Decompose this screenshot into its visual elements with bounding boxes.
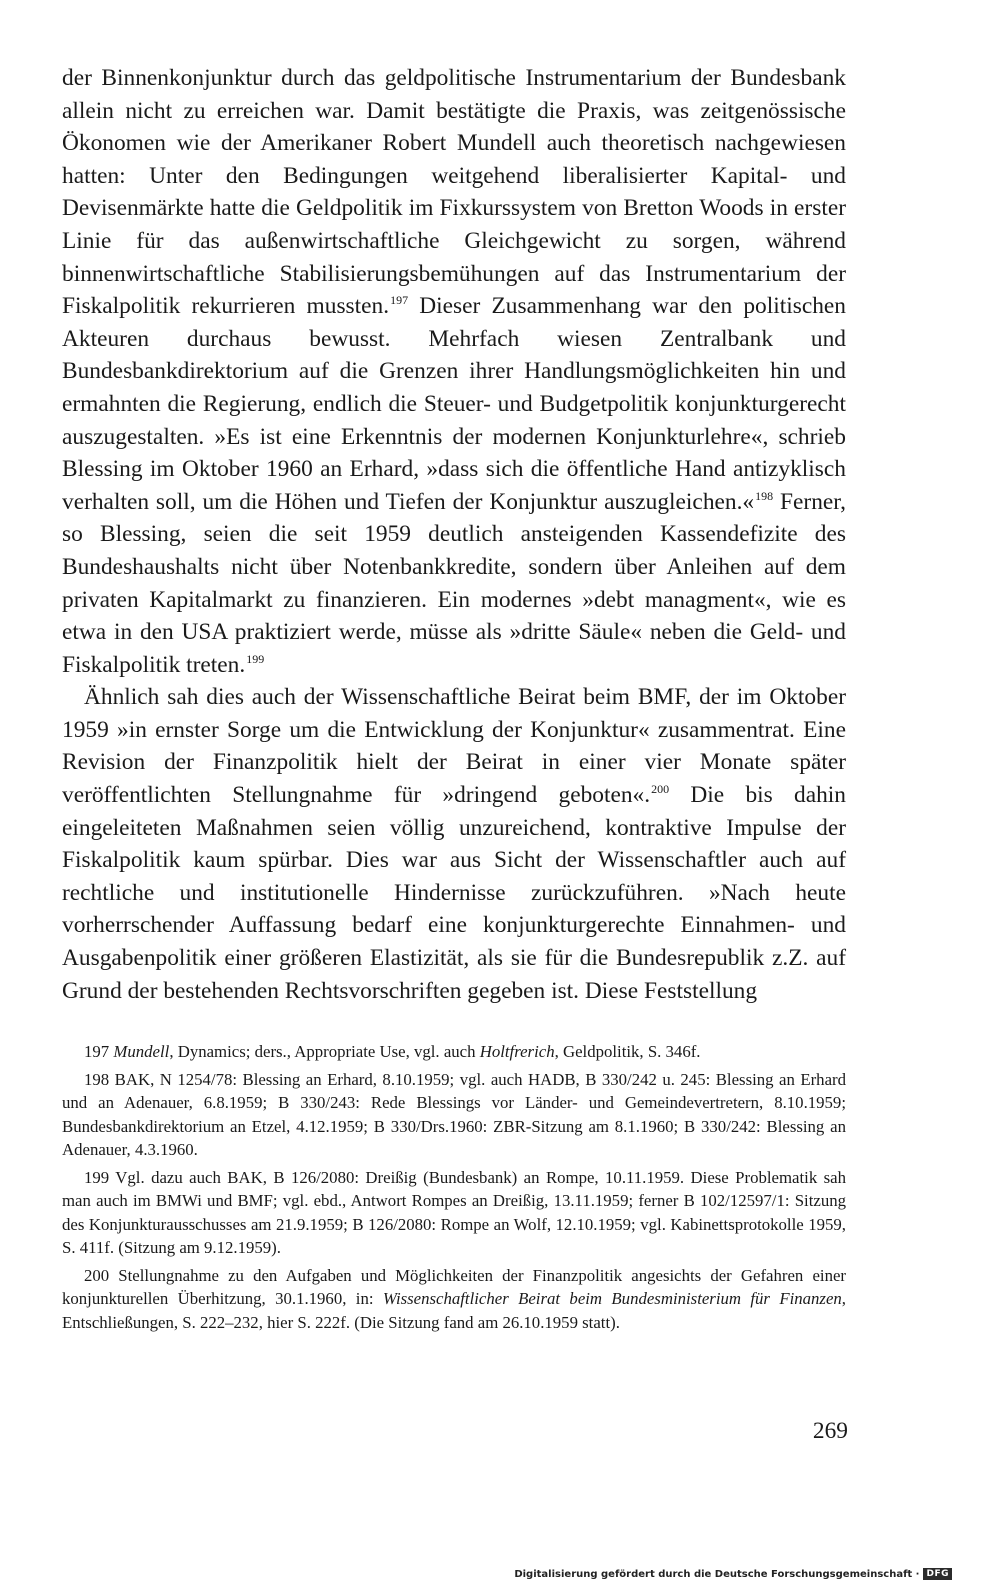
paragraph-2 [62, 681, 846, 1007]
digitization-note: Digitalisierung gefördert durch die Deutsche Forschungsgemeinschaft · [514, 1568, 920, 1580]
paragraph-2-text-a: Ähnlich sah dies auch der Wissenschaftliche Beirat beim BMF, der im Oktober 1959 »in ernster Sorge um die Entwicklung der Konjunktur« zusammentrat. Eine Revision der Finanzpolitik hielt der Beirat in einer vier Monate später veröffentlichten Stellungnahme für »dringend geboten«. [62, 684, 846, 809]
footnote-200 [62, 1264, 846, 1335]
paragraph-2-text-b: Die bis dahin eingeleiteten Maßnahmen seien völlig unzureichend, kontraktive Impulse der Fiskalpolitik kaum spürbar. Dies war aus Sicht der Wissenschaftler auch auf rechtliche und institutionelle Hindernisse zurückzuführen. »Nach heute vorherrschender Auffassung bedarf eine konjunkturgerechte Einnahmen- und Ausgabenpolitik einer größeren Elastizität, als sie für die Bundesrepublik z.Z. auf Grund der bestehenden Rechtsvorschriften gegeben ist. Diese Feststellung [62, 782, 846, 1004]
footnote-198: 198 BAK, N 1254/78: Blessing an Erhard, 8.10.1959; vgl. auch HADB, B 330/242 u. 245: Blessing an Erhard und an Adenauer, 6.8.1959; B 330/243: Rede Blessings vor Länder- und Gemeindevertretern, 8.10.1959; Bundesbankdirektorium an Etzel, 4.12.1959; B 330/Drs.1960: ZBR-Sitzung am 8.1.1960; B 330/242: Blessing an Adenauer, 4.3.1960. [62, 1069, 846, 1159]
page-number: 269 [812, 1418, 848, 1444]
footnote-197-number: 197 [84, 1042, 114, 1061]
paragraph-1-text-a: der Binnenkonjunktur durch das geldpolitische Instrumentarium der Bundesbank allein nicht zu erreichen war. Damit bestätigte die Praxis, was zeitgenössische Ökonomen wie der Amerikaner Robert Mundell auch theoretisch nachgewiesen hatten: Unter den Bedingungen weitgehend liberalisierter Kapital- und Devisenmärkte hatte die Geldpolitik im Fixkurssystem von Bretton Woods in erster Linie für das außenwirtschaftliche Gleichgewicht zu sorgen, während binnenwirtschaftliche Stabilisierungsbemühungen auf das Instrumentarium der Fiskalpolitik rekurrieren mussten. [62, 65, 846, 320]
footnote-ref-200: 200 [651, 782, 670, 797]
footnote-197-text-end: , Geldpolitik, S. 346f. [554, 1042, 701, 1061]
footnote-ref-199: 199 [246, 651, 265, 666]
footnote-200-text: 200 Stellungnahme zu den Aufgaben und Möglichkeiten der Finanzpolitik angesichts der Gefahren einer konjunkturellen Überhitzung, 30.1.1960, in: [62, 1265, 846, 1308]
digitization-footer [514, 1568, 952, 1580]
paragraph-1-text-c: Ferner, so Blessing, seien die seit 1959 deutlich ansteigenden Kassendefizite des Bundeshaushalts nicht über Notenbankkredite, sondern über Anleihen auf dem privaten Kapitalmarkt zu finanzieren. Ein modernes »debt managment«, wie es etwa in den USA praktiziert werde, müsse als »dritte Säule« neben die Geld- und Fiskalpolitik treten. [62, 488, 846, 678]
footnotes [62, 1040, 846, 1337]
footnote-ref-198: 198 [755, 488, 774, 503]
footnote-197 [62, 1040, 846, 1064]
dfg-logo-icon: DFG [923, 1568, 952, 1580]
footnote-197-text: , Dynamics; ders., Appropriate Use, vgl. auch [169, 1042, 480, 1061]
paragraph-1 [62, 62, 846, 681]
footnote-200-institution: Wissenschaftlicher Beirat beim Bundesministerium für Finanzen [382, 1289, 842, 1308]
main-text [62, 62, 846, 1007]
footnote-197-author-2: Holtfrerich [479, 1042, 555, 1061]
footnote-ref-197: 197 [390, 293, 409, 308]
footnote-199: 199 Vgl. dazu auch BAK, B 126/2080: Dreißig (Bundesbank) an Rompe, 10.11.1959. Diese Problematik sah man auch im BMWi und BMF; vgl. ebd., Antwort Rompes an Dreißig, 13.11.1959; ferner B 102/12597/1: Sitzung des Konjunkturausschusses am 21.9.1959; B 126/2080: Rompe an Wolf, 12.10.1959; vgl. Kabinettsprotokolle 1959, S. 411f. (Sitzung am 9.12.1959). [62, 1167, 846, 1257]
paragraph-1-text-b: Dieser Zusammenhang war den politischen Akteuren durchaus bewusst. Mehrfach wiesen Zentralbank und Bundesbankdirektorium auf die Grenzen ihrer Handlungsmöglichkeiten hin und ermahnten die Regierung, endlich die Steuer- und Budgetpolitik konjunkturgerecht auszugestalten. »Es ist eine Erkenntnis der modernen Konjunkturlehre«, schrieb Blessing im Oktober 1960 an Erhard, »dass sich die öffentliche Hand antizyklisch verhalten soll, um die Höhen und Tiefen der Konjunktur auszugleichen.« [62, 293, 846, 515]
footnote-197-author-1: Mundell [113, 1042, 170, 1061]
footnote-200-text-end: , Entschließungen, S. 222–232, hier S. 222f. (Die Sitzung fand am 26.10.1959 statt). [62, 1289, 846, 1332]
